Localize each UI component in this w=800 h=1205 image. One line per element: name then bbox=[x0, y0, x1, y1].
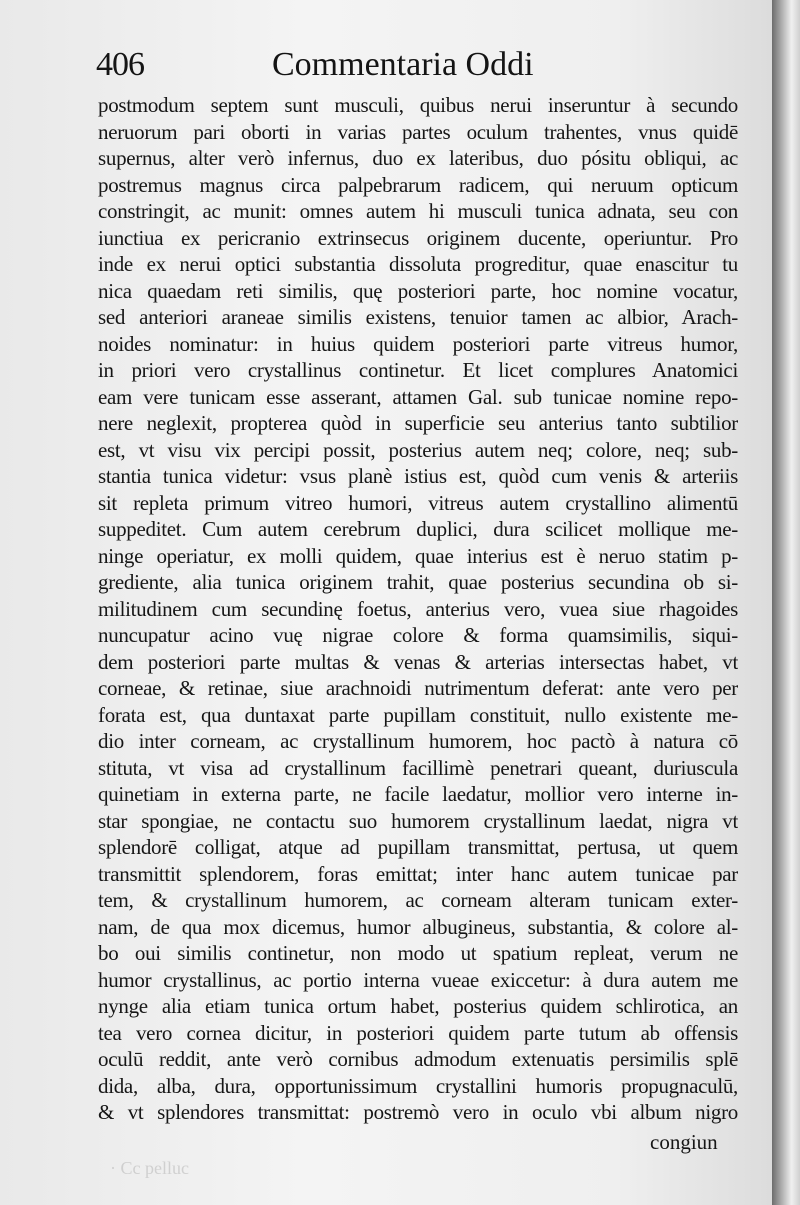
text-line: stituta, vt visa ad crystallinum facillimè penetrari queant, duriuscula bbox=[98, 755, 738, 780]
text-line: nam, de qua mox dicemus, humor albugineus, substantia, & colore al- bbox=[98, 914, 738, 939]
text-line: nuncupatur acino vuę nigrae colore & forma quamsimilis, siqui- bbox=[98, 623, 738, 647]
page-number: 406 bbox=[96, 46, 144, 83]
text-line: quinetiam in externa parte, ne facile laedatur, mollior vero interne in- bbox=[98, 782, 738, 806]
text-line: postremus magnus circa palpebrarum radicem, qui neruum opticum bbox=[98, 172, 738, 197]
text-line: nere neglexit, propterea quòd in superficie seu anterius tanto subtilior bbox=[98, 411, 738, 435]
running-title: Commentaria Oddi bbox=[272, 46, 534, 83]
book-gutter bbox=[772, 0, 800, 1205]
text-line: tea vero cornea dicitur, in posteriori quidem parte tutum ab offensis bbox=[98, 1020, 738, 1045]
page-header bbox=[96, 44, 736, 88]
text-line: postmodum septem sunt musculi, quibus nerui inseruntur à secundo bbox=[98, 93, 738, 117]
text-line: dem posteriori parte multas & venas & arterias intersectas habet, vt bbox=[98, 649, 738, 674]
text-line: est, vt visu vix percipi possit, posterius autem neq; colore, neq; sub- bbox=[98, 437, 738, 462]
text-line: splendorē colligat, atque ad pupillam transmittat, pertusa, ut quem bbox=[98, 835, 738, 859]
text-line: oculū reddit, ante verò cornibus admodum extenuatis persimilis splē bbox=[98, 1047, 738, 1071]
text-line: in priori vero crystallinus continetur. Et licet complures Anatomici bbox=[98, 358, 738, 382]
text-line: sed anteriori araneae similis existens, tenuior tamen ac albior, Arach- bbox=[98, 305, 738, 329]
text-line: humor crystallinus, ac portio interna vueae exiccetur: à dura autem me bbox=[98, 967, 738, 992]
text-line: bo oui similis continetur, non modo ut spatium repleat, verum ne bbox=[98, 941, 738, 965]
text-line: sit repleta primum vitreo humori, vitreus autem crystallino alimentū bbox=[98, 490, 738, 515]
text-line: stantia tunica videtur: vsus planè istius est, quòd cum venis & arteriis bbox=[98, 464, 738, 488]
text-line: ninge operiatur, ex molli quidem, quae interius est è neruo statim p- bbox=[98, 543, 738, 568]
text-line: noides nominatur: in huius quidem posteriori parte vitreus humor, bbox=[98, 331, 738, 356]
text-line: inde ex nerui optici substantia dissoluta progreditur, quae enascitur tu bbox=[98, 252, 738, 276]
text-line: militudinem cum secundinę foetus, anterius vero, vuea siue rhagoides bbox=[98, 596, 738, 621]
text-line: corneae, & retinae, siue arachnoidi nutrimentum deferat: ante vero per bbox=[98, 676, 738, 700]
text-line: nynge alia etiam tunica ortum habet, posterius quidem schlirotica, an bbox=[98, 994, 738, 1018]
text-line: transmittit splendorem, foras emittat; inter hanc autem tunicae par bbox=[98, 861, 738, 886]
body-text bbox=[98, 92, 738, 1126]
text-line: suppeditet. Cum autem cerebrum duplici, dura scilicet mollique me- bbox=[98, 517, 738, 541]
text-line: supernus, alter verò infernus, duo ex lateribus, duo pósitu obliqui, ac bbox=[98, 146, 738, 170]
text-line: nica quaedam reti similis, quę posteriori parte, hoc nomine vocatur, bbox=[98, 278, 738, 303]
text-line: grediente, alia tunica originem trahit, quae posterius secundina ob si- bbox=[98, 570, 738, 594]
text-line: neruorum pari oborti in varias partes oculum trahentes, vnus quidē bbox=[98, 119, 738, 144]
text-line: constringit, ac munit: omnes autem hi musculi tunica adnata, seu con bbox=[98, 199, 738, 223]
text-line: & vt splendores transmittat: postremò vero in oculo vbi album nigro bbox=[98, 1100, 738, 1124]
text-line: eam vere tunicam esse asserant, attamen Gal. sub tunicae nomine repo- bbox=[98, 384, 738, 409]
text-line: dida, alba, dura, opportunissimum crystallini humoris propugnaculū, bbox=[98, 1073, 738, 1098]
text-line: star spongiae, ne contactu suo humorem crystallinum laedat, nigra vt bbox=[98, 808, 738, 833]
text-line: dio inter corneam, ac crystallinum humorem, hoc pactò à natura cō bbox=[98, 729, 738, 753]
bleed-through-text: · Cc pelluc bbox=[110, 1158, 189, 1178]
catchword: congiun bbox=[650, 1130, 718, 1154]
text-line: forata est, qua duntaxat parte pupillam constituit, nullo existente me- bbox=[98, 702, 738, 727]
text-line: iunctiua ex pericranio extrinsecus originem ducente, operiuntur. Pro bbox=[98, 225, 738, 250]
text-line: tem, & crystallinum humorem, ac corneam alteram tunicam exter- bbox=[98, 888, 738, 912]
